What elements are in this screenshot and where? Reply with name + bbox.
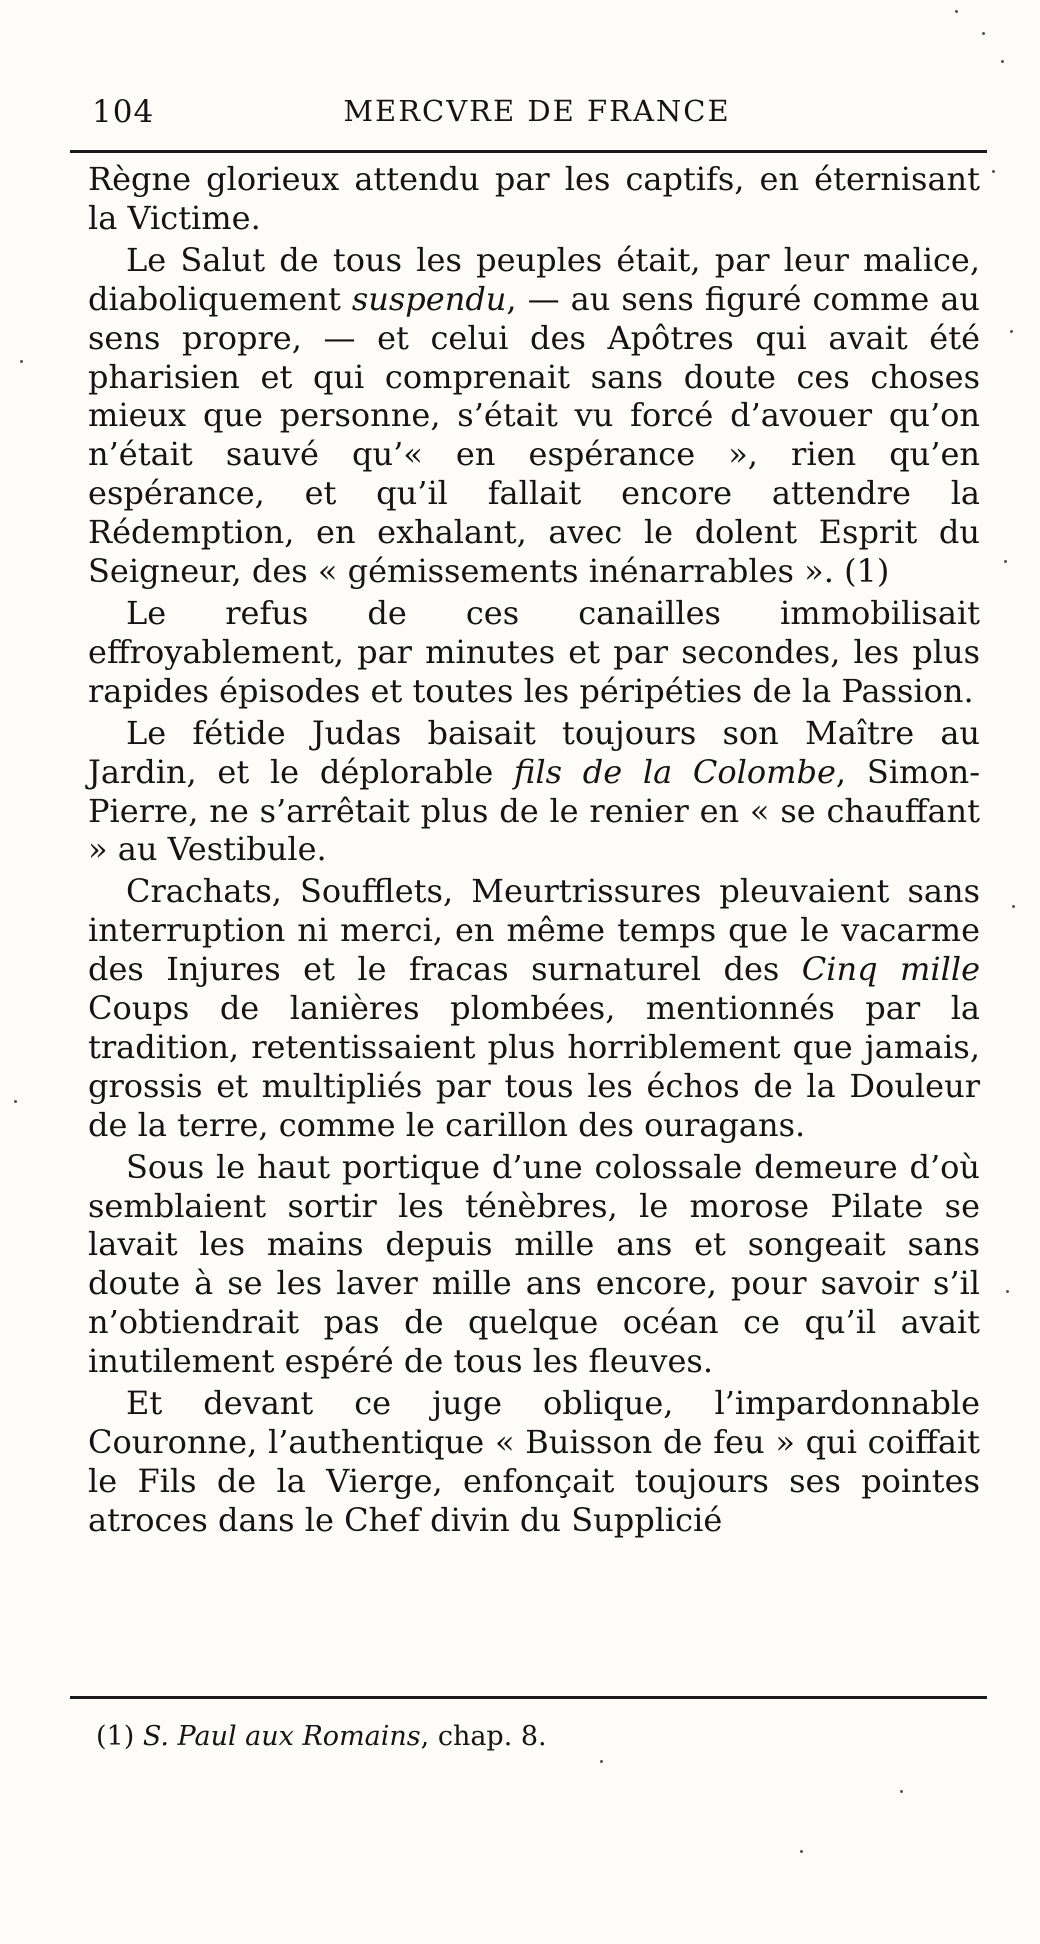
page-number: 104 (92, 94, 155, 130)
page-header (92, 88, 982, 138)
paragraph (88, 1384, 980, 1540)
text-run: Sous le haut portique d’une colossale demeure d’où semblaient sortir les ténèbres, le morose Pilate se lavait les mains depuis mille ans et songeait sans doute à se les laver mille ans encore, pour savoir s’il n’obtiendrait pas de quelque océan ce qu’il avait inutilement espéré de tous les fleuves. (88, 1147, 980, 1381)
text-run: Coups de lanières plombées, mentionnés par la tradition, retentissaient plus horriblement que jamais, grossis et multipliés par tous les échos de la Douleur de la terre, comme le carillon des ouragans. (88, 989, 980, 1144)
text-run: Crachats, Soufflets, Meurtrissures pleuvaient sans interruption ni merci, en même temps que le vacarme des Injures et le fracas surnaturel des (88, 872, 980, 989)
text-run: , Simon-Pierre, ne s’arrêtait plus de le renier en « se chauffant » au Vestibule. (88, 752, 981, 869)
paragraph (88, 1148, 980, 1381)
paragraph (88, 160, 980, 238)
body-text (88, 160, 980, 1540)
italic-phrase: suspendu (351, 279, 507, 318)
paragraph (88, 594, 980, 711)
footnote (96, 1720, 976, 1754)
text-run: Le Salut de tous les peuples était, par leur malice, diaboliquement (88, 240, 980, 318)
text-run: Règne glorieux attendu par les captifs, en éternisant la Victime. (88, 160, 980, 237)
text-run: Le refus de ces canailles immobilisait effroyablement, par minutes et par secondes, les plus rapides épisodes et toutes les péripéties de la Passion. (88, 593, 980, 710)
text-run: Le fétide Judas baisait toujours son Maître au Jardin, et le déplorable (88, 713, 980, 791)
footnote-marker: (1) (96, 1721, 143, 1752)
text-run: Et devant ce juge oblique, l’impardonnable Couronne, l’authentique « Buisson de feu » qui coiffait le Fils de la Vierge, enfonçait toujours ses pointes atroces dans le Chef divin du Supplicié (88, 1384, 980, 1539)
running-title: MERCVRE DE FRANCE (343, 94, 731, 128)
italic-phrase: fils de la Colombe (514, 752, 836, 791)
footnote-source: S. Paul aux Romains (142, 1721, 421, 1752)
paragraph (88, 241, 980, 591)
paragraph (88, 714, 980, 870)
italic-phrase: Cinq mille (801, 950, 981, 989)
paragraph (88, 872, 980, 1144)
text-run: , — au sens figuré comme au sens propre, — et celui des Apôtres qui avait été pharisien et qui comprenait sans doute ces choses mieux que personne, s’était vu forcé d’avouer qu’on n’était sauvé qu’« en espérance », rien qu’en espérance, et qu’il fallait encore attendre la Rédemption, en exhalant, avec le dolent Esprit du Seigneur, des « gémissements inénarrables ». (1) (88, 279, 981, 591)
header-rule (70, 150, 987, 153)
footnote-rest: , chap. 8. (420, 1721, 547, 1752)
footnote-rule (70, 1696, 987, 1699)
